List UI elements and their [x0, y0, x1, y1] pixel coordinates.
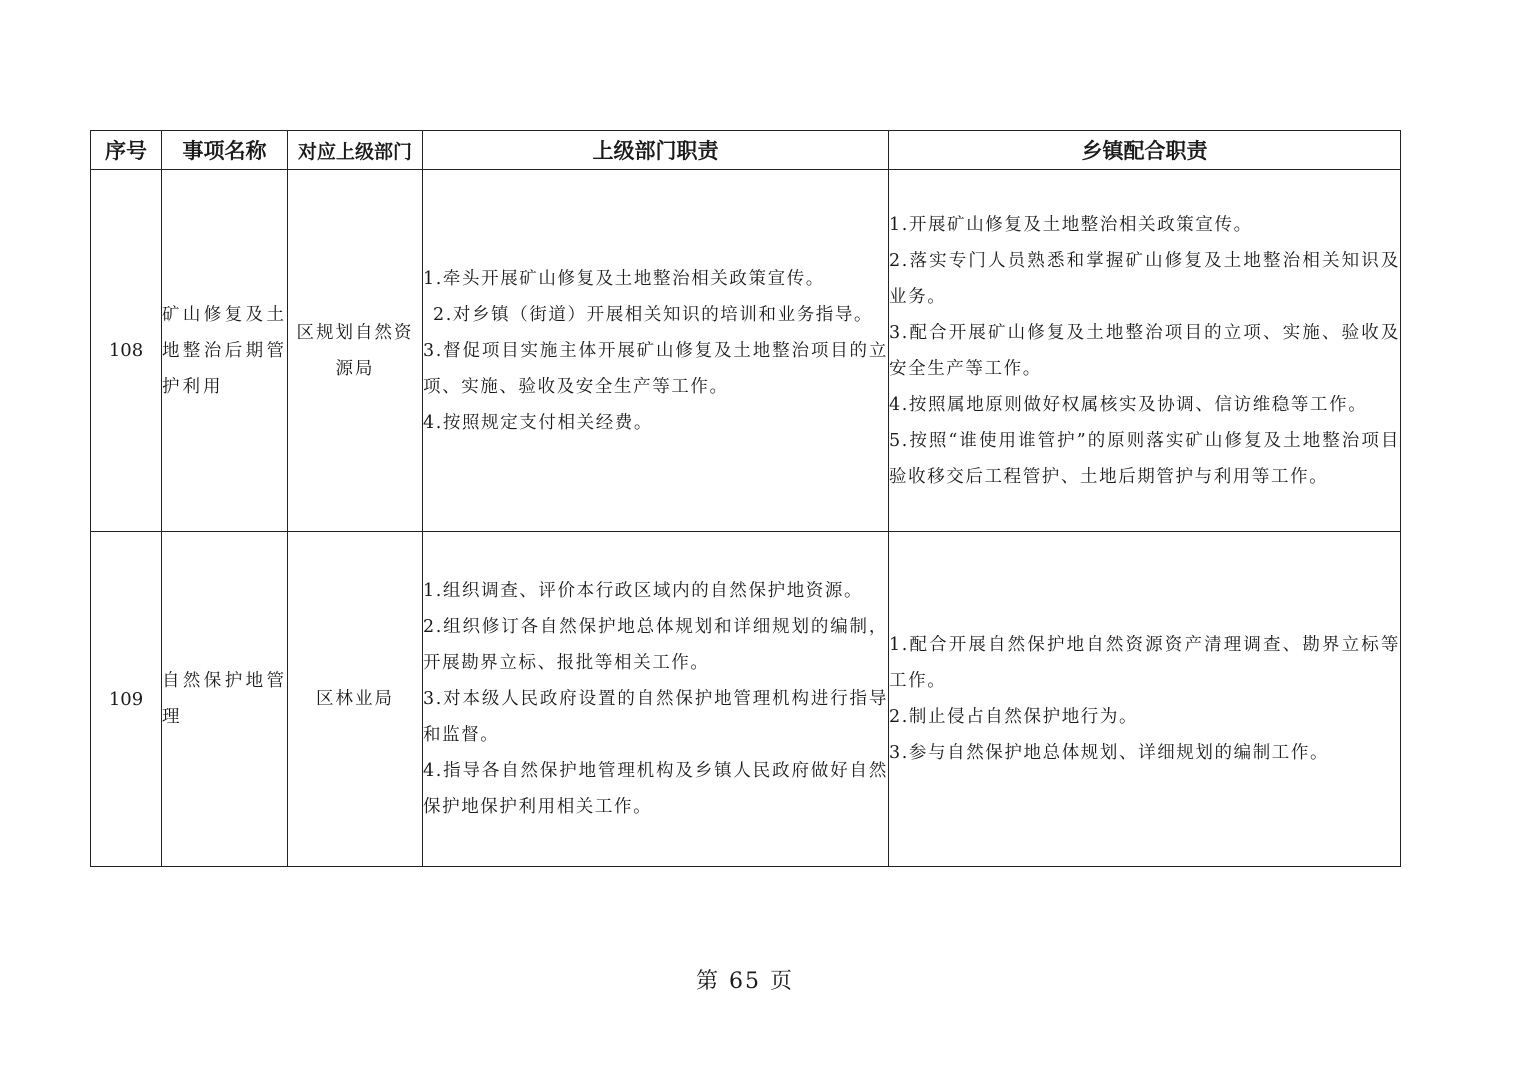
table-row — [91, 532, 1401, 867]
row-serial-number: 109 — [91, 532, 162, 867]
header-township-duties: 乡镇配合职责 — [889, 131, 1401, 170]
duty-item: 4.按照规定支付相关经费。 — [423, 412, 653, 433]
duty-item: 1.开展矿山修复及土地整治相关政策宣传。 — [889, 214, 1253, 235]
duty-item: 3.对本级人民政府设置的自然保护地管理机构进行指导和监督。 — [423, 689, 888, 745]
duty-item: 1.牵头开展矿山修复及土地整治相关政策宣传。 — [423, 268, 825, 289]
duty-item: 3.参与自然保护地总体规划、详细规划的编制工作。 — [889, 743, 1330, 763]
row-item-name: 自然保护地管理 — [162, 532, 288, 867]
duty-item: 5.按照“谁使用谁管护”的原则落实矿山修复及土地整治项目验收移交后工程管护、土地后期管护与利用等工作。 — [889, 430, 1400, 487]
duty-item: 3.督促项目实施主体开展矿山修复及土地整治项目的立项、实施、验收及安全生产等工作。 — [423, 340, 888, 397]
header-serial-number: 序号 — [91, 131, 162, 170]
row-superior-department: 区规划自然资源局 — [288, 170, 423, 532]
row-township-duties — [889, 170, 1401, 532]
duty-item: 3.配合开展矿山修复及土地整治项目的立项、实施、验收及安全生产等工作。 — [889, 322, 1400, 379]
duty-item: 4.按照属地原则做好权属核实及协调、信访维稳等工作。 — [889, 394, 1368, 415]
table-header-row — [91, 131, 1401, 170]
row-superior-duties — [423, 170, 889, 532]
row-superior-duties — [423, 532, 889, 867]
duty-item: 1.配合开展自然保护地自然资源资产清理调查、勘界立标等工作。 — [889, 635, 1400, 691]
duty-item: 2.落实专门人员熟悉和掌握矿山修复及土地整治相关知识及业务。 — [889, 250, 1400, 307]
duty-item: 4.指导各自然保护地管理机构及乡镇人民政府做好自然保护地保护利用相关工作。 — [423, 761, 888, 817]
header-item-name: 事项名称 — [162, 131, 288, 170]
duty-item: 2.组织修订各自然保护地总体规划和详细规划的编制，开展勘界立标、报批等相关工作。 — [423, 617, 888, 673]
header-superior-duties: 上级部门职责 — [423, 131, 889, 170]
row-serial-number: 108 — [91, 170, 162, 532]
duty-item: 1.组织调查、评价本行政区域内的自然保护地资源。 — [423, 581, 864, 601]
header-superior-department: 对应上级部门 — [288, 131, 423, 170]
row-township-duties — [889, 532, 1401, 867]
duties-table — [90, 130, 1401, 867]
page-number: 第 65 页 — [696, 969, 794, 994]
row-superior-department: 区林业局 — [288, 532, 423, 867]
row-item-name: 矿山修复及土地整治后期管护利用 — [162, 170, 288, 532]
table-row — [91, 170, 1401, 532]
duty-item: 2.对乡镇（街道）开展相关知识的培训和业务指导。 — [433, 304, 874, 325]
duty-item: 2.制止侵占自然保护地行为。 — [889, 707, 1139, 727]
